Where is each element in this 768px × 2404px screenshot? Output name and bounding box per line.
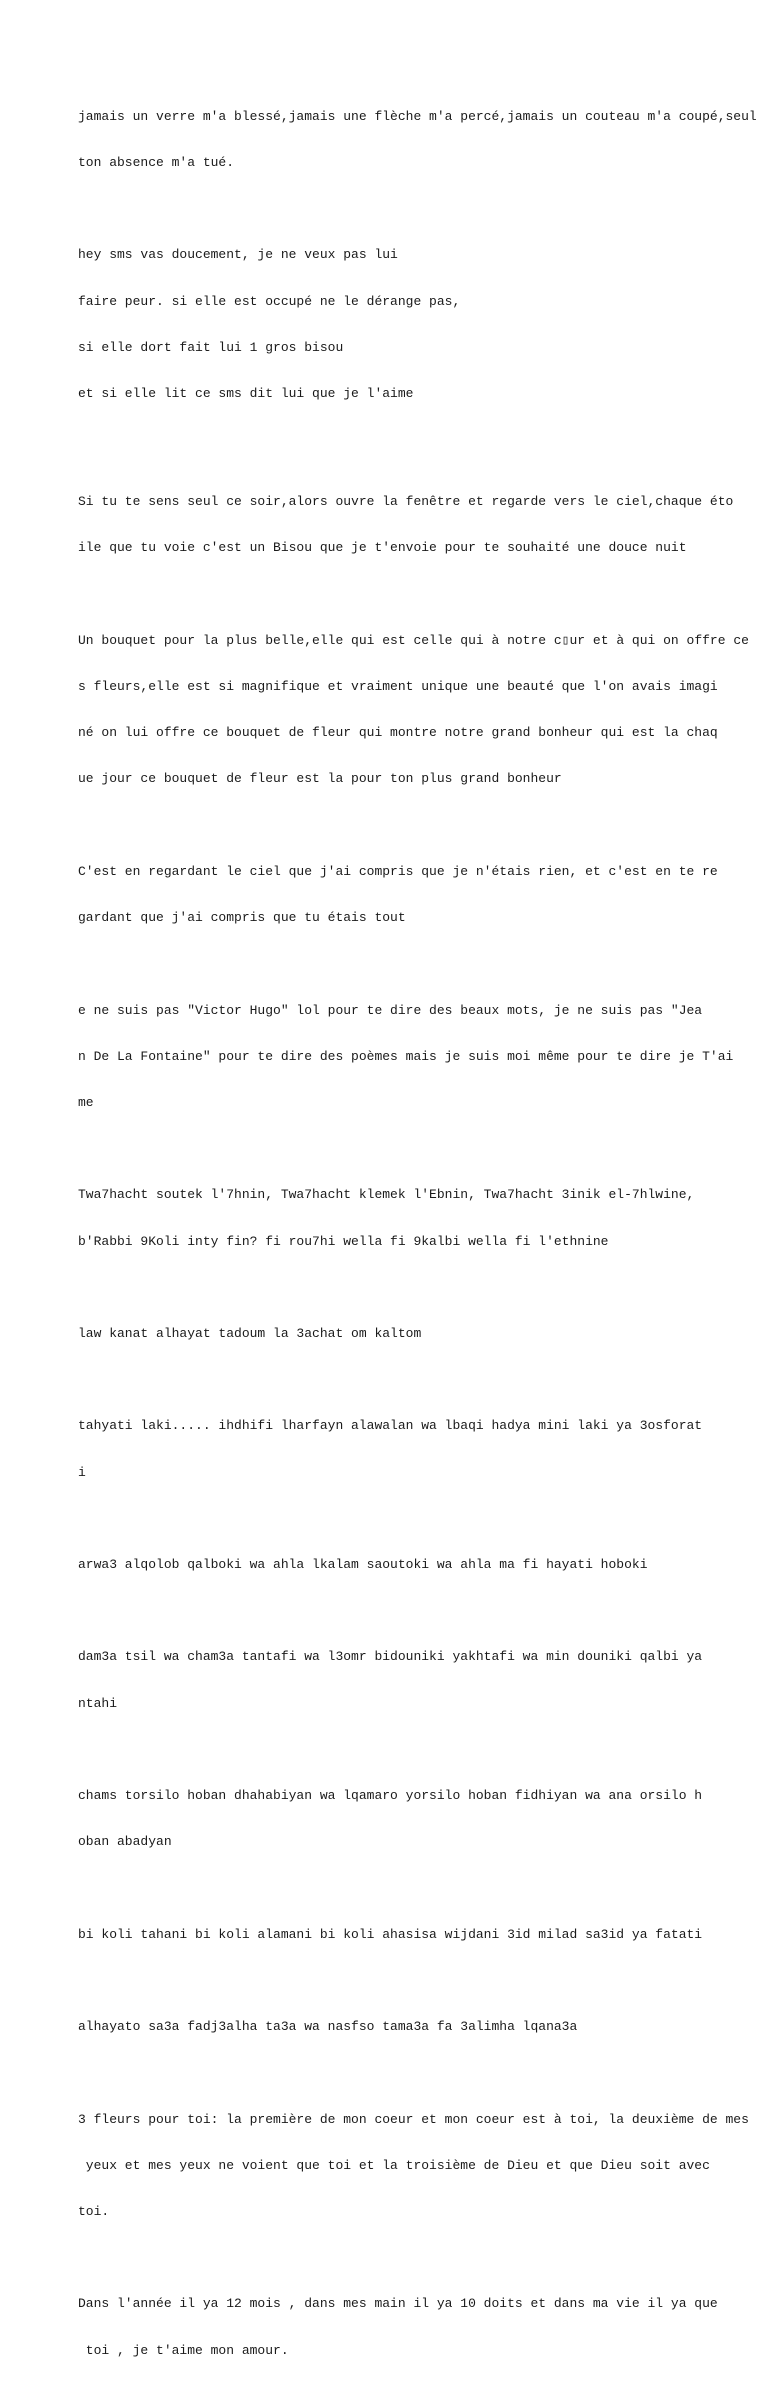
- text-line: arwa3 alqolob qalboki wa ahla lkalam saoutoki wa ahla ma fi hayati hoboki: [78, 1557, 648, 1573]
- paragraph-11: [78, 1619, 762, 1742]
- text-line: n De La Fontaine" pour te dire des poèmes mais je suis moi même pour te dire je T'ai: [78, 1048, 734, 1064]
- text-line: ntahi: [78, 1695, 118, 1711]
- paragraph-9: [78, 1388, 762, 1511]
- text-line: Dans l'année il ya 12 mois , dans mes main il ya 10 doits et dans ma vie il ya que: [78, 2296, 718, 2312]
- text-line: me: [78, 1094, 94, 1110]
- paragraph-5: [78, 833, 762, 956]
- text-line: ile que tu voie c'est un Bisou que je t'envoie pour te souhaité une douce nuit: [78, 540, 687, 556]
- text-line: né on lui offre ce bouquet de fleur qui montre notre grand bonheur qui est la chaq: [78, 725, 718, 741]
- paragraph-14: [78, 1988, 762, 2065]
- text-line: yeux et mes yeux ne voient que toi et la troisième de Dieu et que Dieu soit avec: [78, 2157, 710, 2173]
- text-line: toi.: [78, 2204, 110, 2220]
- paragraph-13: [78, 1896, 762, 1973]
- text-line: gardant que j'ai compris que tu étais tout: [78, 910, 406, 926]
- text-line: toi , je t'aime mon amour.: [78, 2342, 289, 2358]
- text-line: bi koli tahani bi koli alamani bi koli ahasisa wijdani 3id milad sa3id ya fatati: [78, 1926, 703, 1942]
- paragraph-6: [78, 972, 762, 1141]
- text-line: chams torsilo hoban dhahabiyan wa lqamaro yorsilo hoban fidhiyan wa ana orsilo h: [78, 1788, 703, 1804]
- text-line: tahyati laki..... ihdhifi lharfayn alawalan wa lbaqi hadya mini laki ya 3osforat: [78, 1418, 703, 1434]
- text-line: i: [78, 1464, 86, 1480]
- paragraph-12: [78, 1757, 762, 1880]
- text-line: hey sms vas doucement, je ne veux pas lui: [78, 247, 398, 263]
- text-line: Si tu te sens seul ce soir,alors ouvre la fenêtre et regarde vers le ciel,chaque éto: [78, 494, 734, 510]
- text-line: s fleurs,elle est si magnifique et vraiment unique une beauté que l'on avais imagi: [78, 679, 718, 694]
- paragraph-2: [78, 217, 762, 433]
- text-line: dam3a tsil wa cham3a tantafi wa l3omr bidouniki yakhtafi wa min douniki qalbi ya: [78, 1649, 703, 1665]
- paragraph-4: [78, 602, 762, 818]
- text-line: e ne suis pas "Victor Hugo" lol pour te dire des beaux mots, je ne suis pas "Jea: [78, 1002, 703, 1018]
- text-column: [78, 78, 762, 2404]
- text-line: si elle dort fait lui 1 gros bisou: [78, 339, 344, 355]
- paragraph-7: [78, 1157, 762, 1280]
- paragraph-10: [78, 1526, 762, 1603]
- text-line: C'est en regardant le ciel que j'ai compris que je n'étais rien, et c'est en te re: [78, 863, 718, 879]
- text-line: law kanat alhayat tadoum la 3achat om kaltom: [78, 1326, 422, 1341]
- paragraph-15: [78, 2081, 762, 2250]
- paragraph-16: [78, 2266, 762, 2389]
- paragraph-1: [78, 78, 762, 201]
- text-line: faire peur. si elle est occupé ne le dérange pas,: [78, 293, 461, 309]
- text-line: et si elle lit ce sms dit lui que je l'aime: [78, 386, 414, 402]
- text-line: Twa7hacht soutek l'7hnin, Twa7hacht klemek l'Ebnin, Twa7hacht 3inik el-7hlwine,: [78, 1187, 695, 1203]
- paragraph-3: [78, 463, 762, 586]
- text-line: jamais un verre m'a blessé,jamais une flèche m'a percé,jamais un couteau m'a coupé,seul: [78, 108, 757, 124]
- text-line: ton absence m'a tué.: [78, 155, 235, 171]
- text-line: oban abadyan: [78, 1834, 172, 1850]
- text-line: b'Rabbi 9Koli inty fin? fi rou7hi wella fi 9kalbi wella fi l'ethnine: [78, 1233, 609, 1249]
- text-line: ue jour ce bouquet de fleur est la pour ton plus grand bonheur: [78, 771, 562, 787]
- text-line: 3 fleurs pour toi: la première de mon coeur et mon coeur est à toi, la deuxième de mes: [78, 2111, 749, 2127]
- paragraph-8: [78, 1295, 762, 1372]
- text-line: Un bouquet pour la plus belle,elle qui est celle qui à notre c▯ur et à qui on offre ce: [78, 632, 749, 648]
- text-line: alhayato sa3a fadj3alha ta3a wa nasfso tama3a fa 3alimha lqana3a: [78, 2019, 578, 2035]
